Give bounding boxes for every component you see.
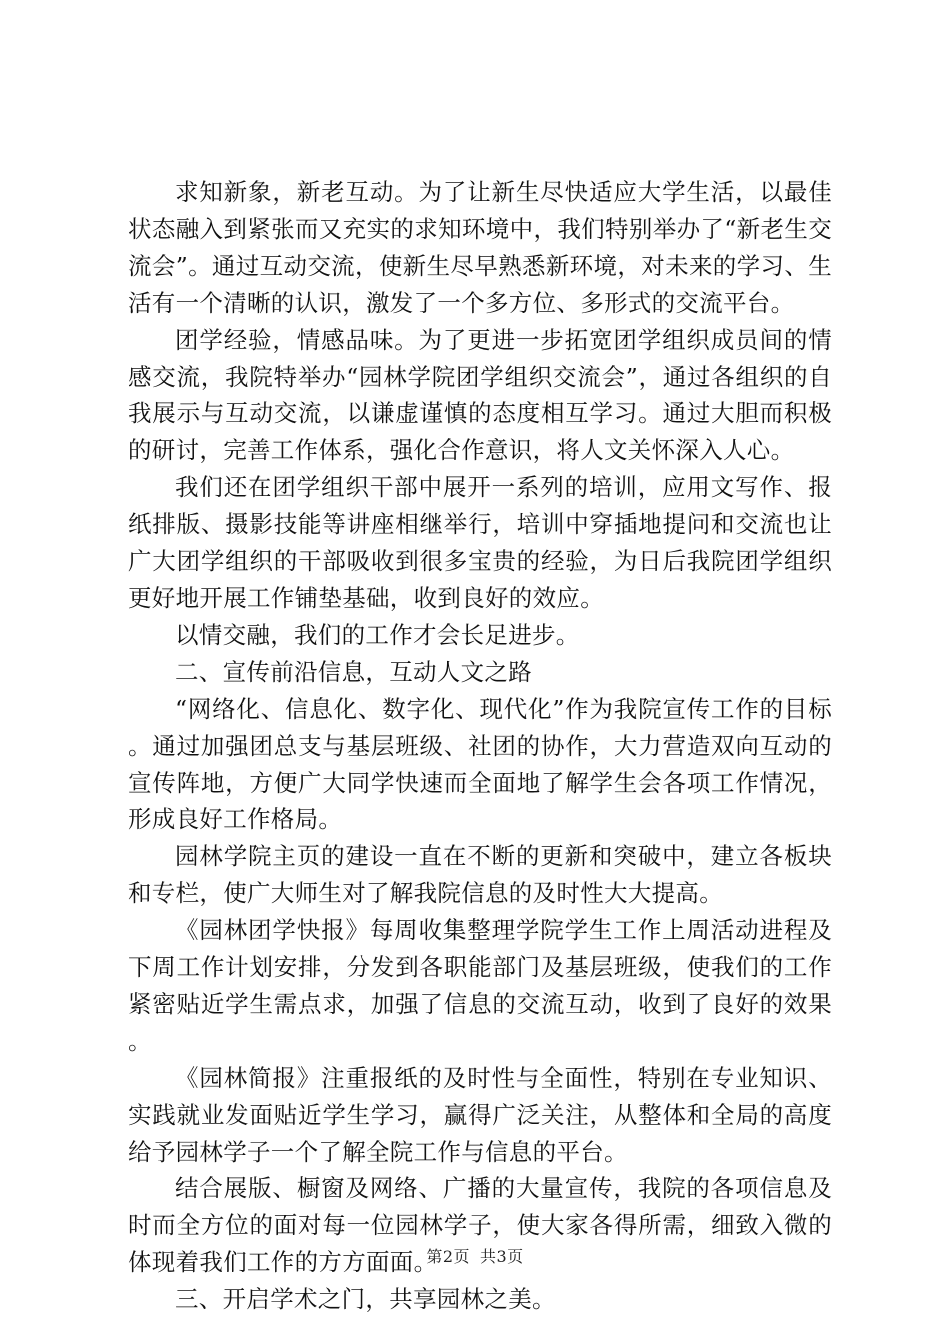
paragraph-displays: 结合展版、橱窗及网络、广播的大量宣传，我院的各项信息及时而全方位的面对每一位园林学子，使大家各得所需，细致入微的体现着我们工作的方方面面。 — [128, 1174, 832, 1277]
paragraph-league-experience: 团学经验，情感品味。为了更进一步拓宽团学组织成员间的情感交流，我院特举办“园林学院团学组织交流会”，通过各组织的自我展示与互动交流，以谦虚谨慎的态度相互学习。通过大胆而积极的研讨，完善工作体系，强化合作意识，将人文关怀深入人心。 — [128, 325, 832, 465]
page-footer — [0, 1246, 950, 1268]
document-body — [128, 174, 832, 1318]
page-total: 共3页 — [480, 1247, 524, 1266]
paragraph-homepage: 园林学院主页的建设一直在不断的更新和突破中，建立各板块和专栏，使广大师生对了解我院信息的及时性大大提高。 — [128, 842, 832, 908]
section-heading-2: 二、宣传前沿信息，互动人文之路 — [175, 657, 532, 686]
paragraph-emotion-blend: 以情交融，我们的工作才会长足进步。 — [175, 620, 580, 649]
paragraph-brief-report: 《园林简报》注重报纸的及时性与全面性，特别在专业知识、实践就业发面贴近学生学习，赢得广泛关注，从整体和全局的高度给予园林学子一个了解全院工作与信息的平台。 — [128, 1063, 832, 1166]
paragraph-publicity-goals: “网络化、信息化、数字化、现代化”作为我院宣传工作的目标。通过加强团总支与基层班级、社团的协作，大力营造双向互动的宣传阵地，方便广大同学快速而全面地了解学生会各项工作情况，形成良好工作格局。 — [128, 694, 832, 834]
section-heading-3: 三、开启学术之门，共享园林之美。 — [175, 1285, 556, 1314]
page-number: 第2页 — [426, 1247, 470, 1266]
paragraph-weekly-bulletin: 《园林团学快报》每周收集整理学院学生工作上周活动进程及下周工作计划安排，分发到各职能部门及基层班级，使我们的工作紧密贴近学生需点求，加强了信息的交流互动，收到了良好的效果。 — [128, 916, 832, 1055]
paragraph-new-old-exchange: 求知新象，新老互动。为了让新生尽快适应大学生活，以最佳状态融入到紧张而又充实的求知环境中，我们特别举办了“新老生交流会”。通过互动交流，使新生尽早熟悉新环境，对未来的学习、生活有一个清晰的认识，激发了一个多方位、多形式的交流平台。 — [128, 178, 832, 317]
paragraph-cadre-training: 我们还在团学组织干部中展开一系列的培训，应用文写作、报纸排版、摄影技能等讲座相继举行，培训中穿插地提问和交流也让广大团学组织的干部吸收到很多宝贵的经验，为日后我院团学组织更好地开展工作铺垫基础，收到良好的效应。 — [128, 473, 832, 612]
